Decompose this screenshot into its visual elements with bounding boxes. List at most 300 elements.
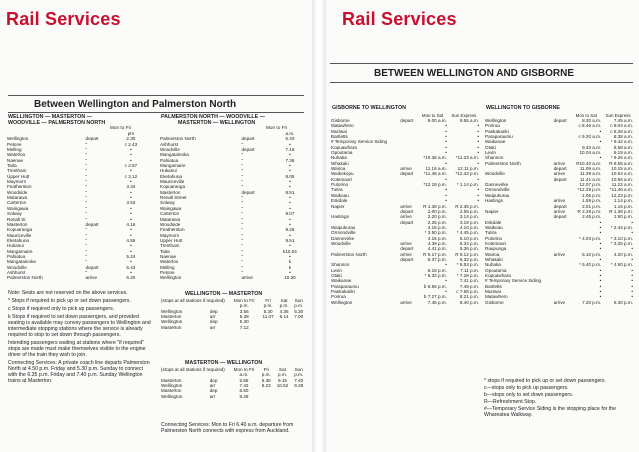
- stop-mark: ": [85, 200, 88, 206]
- departure-time: •: [289, 168, 291, 174]
- mon-sat-time: 3.15 p.m.: [427, 224, 447, 230]
- departure-time: c 3.12: [124, 173, 138, 179]
- stop-mark: ": [241, 163, 244, 169]
- departure-time: 10.52: [276, 383, 289, 389]
- departure-time: •: [289, 179, 291, 185]
- station-name: Waterloo: [160, 259, 179, 265]
- mon-sat-time: 9.43 a.m.: [582, 144, 602, 150]
- stop-mark: ": [241, 200, 244, 206]
- stop-mark: depart: [241, 189, 255, 195]
- station-name: Eskdale: [485, 219, 502, 225]
- departure-time: [259, 394, 274, 399]
- stop-mark: depart: [241, 136, 255, 142]
- stop-mark: arrive: [400, 214, 412, 220]
- departure-time: 8.28: [239, 393, 249, 399]
- column-header: Sun: [294, 367, 303, 372]
- mon-sat-time: 2.00 p.m.: [427, 208, 447, 214]
- brand-title-left: Rail Services: [6, 9, 121, 29]
- sun-express-time: •: [631, 283, 633, 289]
- footnote: #—Temporary Service Siding is the stopping place for the Whareatea Walkway.: [484, 406, 617, 418]
- station-name: Kotemaori: [485, 240, 506, 246]
- station-name: Trentham: [7, 168, 27, 174]
- station-name: Woodville: [331, 240, 351, 246]
- sun-express-time: 6.32 p.m.: [459, 256, 479, 262]
- departure-time: 9.28: [294, 383, 304, 389]
- station-name: Waikokopu: [331, 171, 354, 177]
- divider: [330, 63, 633, 64]
- departure-time: •: [130, 168, 132, 174]
- divider: [8, 112, 304, 113]
- stop-mark: ": [241, 227, 244, 233]
- mon-sat-time: •: [445, 150, 447, 156]
- mon-sat-time: *12.19 p.m.: [423, 182, 447, 188]
- station-name: Wellington: [161, 393, 183, 399]
- departure-time: 7.42: [239, 383, 249, 389]
- station-name: Wellington: [160, 275, 182, 281]
- station-name: Ashhurst: [160, 141, 179, 147]
- mon-sat-time: •: [599, 246, 602, 252]
- station-name: Gisborne: [331, 118, 350, 123]
- departure-time: 8.51: [285, 189, 295, 195]
- sun-express-time: * 2.44 p.m.: [610, 224, 633, 230]
- stop-mark: ": [85, 237, 88, 243]
- departure-time: •: [130, 189, 132, 195]
- stop-mark: ": [85, 259, 88, 265]
- gw-col1: Mon to Sat: [421, 113, 444, 118]
- departure-time: k: [288, 264, 292, 270]
- station-name: Palmerston North: [331, 251, 367, 257]
- sun-express-time: 10.15 a.m.: [611, 166, 633, 172]
- stop-mark: dep: [209, 388, 218, 394]
- departure-time: [259, 325, 277, 330]
- stop-mark: ": [85, 205, 88, 211]
- station-name: Levin: [331, 267, 342, 273]
- station-name: Masterton: [161, 377, 182, 383]
- mon-sat-time: •: [599, 283, 602, 289]
- sun-express-time: •: [477, 139, 479, 145]
- page-title-left: Between Wellington and Palmerston North: [34, 99, 237, 110]
- mon-sat-time: 2.45 p.m.: [582, 214, 602, 220]
- mon-sat-time: 4.41 p.m.: [427, 246, 447, 252]
- stop-mark: ": [241, 152, 244, 158]
- stop-mark: ": [241, 253, 244, 259]
- station-name: Levin: [485, 150, 496, 156]
- departure-time: 5.38: [239, 314, 249, 320]
- station-name: Napier: [331, 203, 345, 209]
- station-name: Eketahuna: [160, 173, 182, 179]
- station-name: Waterloo: [7, 152, 26, 158]
- table-row: [160, 394, 306, 399]
- station-name: Naenae: [160, 253, 177, 259]
- table-row: [330, 300, 480, 305]
- station-name: Featherston: [7, 184, 32, 190]
- mon-sat-time: 7.45 p.m.: [427, 299, 447, 305]
- sun-express-time: * 4.45 p.m.: [456, 230, 479, 236]
- station-name: Maymorn: [160, 232, 180, 238]
- station-name: Solway: [7, 211, 22, 217]
- station-name: Nuhaka: [331, 155, 347, 161]
- stop-mark: ": [85, 157, 88, 163]
- departure-time: 11.07: [262, 314, 274, 320]
- departure-time: •: [289, 232, 291, 238]
- station-name: Waingawa: [7, 205, 29, 211]
- departure-time: 4.16: [126, 221, 136, 227]
- sun-express-time: 8.40 p.m.: [459, 299, 479, 305]
- stop-mark: ": [85, 211, 88, 217]
- stop-mark: ": [241, 269, 244, 275]
- stop-mark: arrive: [553, 208, 566, 214]
- departure-time: p.m.: [278, 372, 287, 378]
- departure-time: •: [289, 141, 291, 147]
- footnote: c—stops only to pick up passengers.: [484, 385, 569, 391]
- sun-express-time: c 8.04 a.m.: [610, 123, 633, 129]
- sun-express-time: •: [477, 150, 479, 156]
- departure-time: 5.55: [239, 377, 249, 383]
- stop-mark: arrive: [553, 299, 566, 305]
- station-name: Palmerston North: [7, 275, 43, 281]
- stop-mark: depart: [85, 136, 99, 142]
- sun-express-time: R 2.35 p.m.: [455, 203, 479, 209]
- departure-time: 5.43: [126, 264, 136, 270]
- departure-time: •: [130, 157, 132, 163]
- wm-header: WELLINGTON — MASTERTON: [185, 291, 263, 297]
- mon-sat-time: 6.16 p.m.: [427, 267, 447, 273]
- station-name: Hukanui: [160, 168, 177, 174]
- station-name: Mauriceville: [7, 232, 32, 238]
- mon-sat-time: •: [599, 240, 602, 246]
- sun-express-time: 10.56 a.m.: [611, 176, 633, 182]
- sun-express-time: 1.16 p.m.: [613, 203, 633, 209]
- stop-mark: ": [85, 227, 88, 233]
- departure-time: •: [130, 248, 132, 254]
- station-name: Muriwai: [331, 128, 347, 134]
- mon-sat-time: •: [445, 192, 447, 198]
- mon-sat-time: •: [445, 123, 447, 129]
- station-name: Solway: [160, 200, 175, 206]
- departure-time: c 2.57: [124, 163, 138, 169]
- stop-mark: depart: [553, 176, 567, 182]
- divider: [8, 95, 304, 96]
- station-name: Porirua: [485, 123, 500, 129]
- pw-header-line1: PALMERSTON NORTH — WOODVILLE —: [161, 114, 265, 120]
- station-name: Paekakariki: [331, 289, 355, 294]
- sun-express-time: 5.10 p.m.: [459, 235, 479, 241]
- station-name: Mangamaire: [160, 163, 186, 169]
- station-name: Masterton: [7, 221, 28, 227]
- stop-mark: ": [241, 243, 244, 249]
- stop-mark: ": [85, 173, 88, 179]
- departure-time: 6.50: [239, 388, 249, 394]
- mon-sat-time: •: [599, 230, 602, 236]
- mon-sat-time: 1.06 p.m.: [582, 192, 602, 198]
- stop-mark: ": [241, 221, 244, 227]
- stop-mark: ": [241, 232, 244, 238]
- station-name: Wellington: [161, 319, 183, 325]
- column-header: Sat: [280, 298, 288, 303]
- wg-header: WELLINGTON TO GISBORNE: [486, 105, 560, 111]
- sun-express-time: •: [477, 123, 479, 129]
- gw-timetable: [330, 113, 480, 305]
- mon-sat-time: •: [599, 294, 602, 300]
- station-name: Woodside: [7, 189, 28, 195]
- station-name: Tutira: [485, 230, 497, 236]
- departure-time: •: [289, 205, 291, 211]
- station-name: Bartletts: [331, 134, 348, 140]
- stop-mark: depart: [241, 147, 255, 153]
- mon-sat-time: •: [599, 272, 602, 278]
- mon-sat-time: *11.48 a.m.: [423, 171, 447, 177]
- stop-mark: ": [85, 253, 88, 259]
- station-name: Eketahuna: [7, 237, 29, 243]
- station-name: Masterton: [161, 388, 182, 394]
- column-header: Sun: [294, 298, 303, 303]
- mon-sat-time: b 7.27 p.m.: [423, 294, 447, 300]
- departure-time: •: [130, 227, 132, 233]
- sun-express-time: 8.58 a.m.: [613, 144, 633, 150]
- table-row: [160, 325, 306, 330]
- pw-col-header: Mon to Fri: [266, 125, 288, 130]
- station-name: Palmerston North: [485, 160, 521, 166]
- sun-express-time: •: [477, 144, 479, 150]
- mon-sat-time: * 5.40 p.m.: [579, 262, 602, 268]
- sun-express-time: R 6.12 p.m.: [455, 251, 479, 257]
- departure-time: •: [289, 253, 291, 259]
- station-name: Tutira: [331, 187, 343, 193]
- page-title-right: BETWEEN WELLINGTON AND GISBORNE: [374, 68, 574, 79]
- station-name: Gisborne: [485, 299, 504, 305]
- mon-sat-time: •: [445, 144, 447, 150]
- stop-mark: ": [241, 248, 244, 254]
- departure-time: •: [130, 205, 132, 211]
- stop-mark: arr: [209, 393, 216, 399]
- departure-time: 6.40: [285, 136, 295, 142]
- stop-mark: depart: [400, 208, 414, 214]
- departure-time: •: [289, 216, 291, 222]
- sun-express-time: 1.14 p.m.: [613, 198, 633, 204]
- stop-mark: ": [85, 269, 88, 275]
- station-name: Kopuaranga: [160, 184, 186, 190]
- sun-express-time: 7.45 a.m.: [613, 118, 633, 123]
- sun-express-time: 12.23 p.m.: [611, 192, 633, 198]
- stop-mark: ": [241, 173, 244, 179]
- sun-express-time: 1.50 p.m.: [613, 214, 633, 220]
- departure-time: p.m.: [261, 372, 271, 378]
- station-name: Upper Hutt: [160, 237, 183, 243]
- sun-express-time: 2.55 p.m.: [459, 208, 479, 214]
- departure-time: •: [130, 147, 132, 153]
- station-name: Matarawa: [160, 216, 181, 222]
- station-name: Waikanae: [331, 278, 352, 284]
- sun-express-time: 4.20 p.m.: [613, 251, 633, 257]
- departure-time: •: [289, 195, 291, 201]
- footnote: b—stops only to set down passengers.: [484, 392, 574, 398]
- station-name: Woodville: [160, 147, 180, 153]
- station-name: Matawhero: [485, 294, 508, 300]
- stop-mark: depart: [400, 171, 414, 177]
- stop-mark: ": [241, 205, 244, 211]
- stop-mark: arrive: [553, 251, 566, 257]
- stop-mark: ": [85, 248, 88, 254]
- sun-express-time: •: [631, 289, 633, 294]
- sun-express-time: •: [477, 134, 479, 140]
- departure-time: •: [289, 184, 291, 190]
- stop-mark: ": [85, 141, 88, 147]
- sun-express-time: 4.10 p.m.: [459, 224, 479, 230]
- stop-mark: depart: [553, 118, 567, 123]
- column-header: Fri: [265, 298, 271, 303]
- stop-mark: arrive: [400, 203, 412, 209]
- departure-time: 5.30: [294, 308, 304, 314]
- stop-mark: arrive: [85, 275, 98, 281]
- stop-mark: ": [85, 163, 88, 169]
- mon-sat-time: *10.38 a.m.: [423, 155, 447, 161]
- departure-time: •: [130, 232, 132, 238]
- mon-sat-time: •: [445, 278, 447, 284]
- wm-timetable: [160, 298, 306, 330]
- station-name: Wellington: [161, 308, 183, 314]
- sun-express-time: •: [477, 160, 479, 166]
- station-name: Upper Hutt: [7, 173, 30, 179]
- station-name: Pahiatua: [160, 157, 179, 163]
- station-name: Wellington: [7, 136, 29, 142]
- stop-mark: ": [241, 211, 244, 217]
- station-name: Wairoa: [331, 166, 346, 172]
- stop-mark: ": [241, 264, 244, 270]
- departure-time: 9.26: [285, 227, 295, 233]
- stop-mark: ": [85, 147, 88, 153]
- departure-time: 9.07: [285, 211, 295, 217]
- sun-express-time: 9.55 a.m.: [459, 118, 479, 123]
- mon-sat-time: 10.04 a.m.: [579, 150, 602, 156]
- station-name: Taita: [7, 163, 17, 169]
- station-name: Mangamaire: [7, 248, 33, 254]
- mon-sat-time: R10.40 a.m.: [576, 160, 602, 166]
- station-name: Dannevirke: [331, 235, 355, 241]
- sun-express-time: •: [631, 267, 633, 273]
- station-name: Eskdale: [331, 198, 348, 204]
- departure-time: 6.20: [126, 275, 136, 281]
- note-paragraph: k Stops if required to set down passengers, and provided seating is available may convey passengers to Wellington and intermediate stopping stations where the service is already required to stop to set down through passengers.: [8, 314, 151, 338]
- sun-express-time: c 7.58 p.m.: [456, 289, 479, 294]
- station-name: Matarawa: [7, 195, 28, 201]
- station-name: Hastings: [331, 214, 349, 220]
- station-name: Waikanae: [485, 139, 506, 145]
- station-name: Petone: [7, 141, 22, 147]
- departure-time: 7.00: [294, 314, 304, 320]
- stop-mark: depart: [400, 246, 414, 252]
- mon-sat-time: 7.20 p.m.: [582, 299, 602, 305]
- station-name: Trentham: [160, 243, 180, 249]
- mon-sat-time: 2.25 p.m.: [427, 219, 447, 225]
- column-header: Mon to Fri: [233, 298, 255, 303]
- stop-mark: depart: [553, 214, 567, 220]
- departure-time: •: [130, 243, 132, 249]
- wp-timetable: [6, 131, 146, 281]
- table-row: [159, 275, 307, 280]
- station-name: Ashhurst: [7, 269, 26, 275]
- station-name: Shannon: [331, 262, 350, 268]
- sun-express-time: * 6.53 p.m.: [456, 262, 479, 268]
- departure-time: k10.04: [283, 248, 297, 254]
- connecting-services-note: Connecting Services: Mon to Fri 6.40 a.m. departure from Palmerston North connects with express from Auckland.: [161, 422, 294, 434]
- stop-mark: ": [85, 216, 88, 222]
- mon-sat-time: 1.59 p.m.: [582, 198, 602, 204]
- departure-time: •: [130, 195, 132, 201]
- station-name: Hastings: [485, 198, 503, 204]
- departure-time: 3.56: [239, 308, 249, 314]
- mon-sat-time: 4.39 p.m.: [427, 240, 447, 246]
- mon-sat-time: •: [445, 187, 447, 193]
- sun-express-time: 7.49 p.m.: [459, 283, 479, 289]
- wp-header-line2: WOODVILLE — PALMERSTON NORTH: [8, 120, 106, 126]
- mon-sat-time: 5.37 p.m.: [427, 256, 447, 262]
- departure-time: p.m.: [294, 372, 304, 378]
- sun-express-time: * 4.50 p.m.: [610, 262, 633, 268]
- station-name: Waikoau: [331, 192, 349, 198]
- sun-express-time: *11.33 a.m.: [455, 155, 479, 161]
- mon-sat-time: *12.29 p.m.: [577, 187, 602, 193]
- mon-sat-time: * 6.33 p.m.: [424, 272, 447, 278]
- departure-time: 6.35: [261, 377, 271, 383]
- left-page: [0, 0, 312, 452]
- station-name: Raupunga: [485, 246, 507, 252]
- time-unit: a.m.: [285, 131, 295, 136]
- stop-mark: arrive: [400, 240, 412, 246]
- station-name: Petone: [160, 269, 175, 275]
- station-name: Mangatainoka: [7, 259, 36, 265]
- mon-sat-time: •: [599, 267, 602, 273]
- departure-time: 10.30: [284, 275, 296, 281]
- sun-express-time: 7.41 p.m.: [459, 278, 479, 284]
- sun-express-time: •: [631, 278, 633, 284]
- station-name: Wellington: [161, 383, 183, 389]
- mon-sat-time: R 2.28 p.m.: [577, 208, 602, 214]
- wg-timetable: [484, 113, 634, 305]
- station-name: Wellington: [485, 118, 507, 123]
- sun-express-time: 11.22 a.m.: [611, 182, 633, 188]
- mon-sat-time: c 8.46 a.m.: [578, 123, 602, 129]
- departure-time: •: [289, 200, 291, 206]
- station-name: Putorino: [485, 235, 503, 241]
- station-name: Pahiatua: [7, 253, 26, 259]
- mon-sat-time: •: [599, 155, 602, 161]
- stop-mark: arrive: [400, 299, 412, 305]
- sun-express-time: c 8.26 a.m.: [610, 128, 633, 134]
- time-unit: pm: [127, 131, 135, 136]
- stop-mark: dep: [209, 319, 218, 325]
- departure-time: 7.16: [285, 147, 295, 153]
- station-name: Putorino: [331, 182, 349, 188]
- departure-time: 7.36: [285, 157, 295, 163]
- station-name: Paekakariki: [485, 128, 509, 134]
- column-header: Sat: [279, 367, 286, 372]
- sun-express-time: 5.34 p.m.: [459, 240, 479, 246]
- stop-mark: ": [241, 179, 244, 185]
- station-name: Masterton: [161, 314, 182, 320]
- station-name: Melling: [160, 264, 175, 270]
- departure-time: p.m.: [263, 303, 273, 309]
- stop-mark: dep: [209, 308, 218, 314]
- mon-sat-time: 4.15 p.m.: [427, 235, 447, 241]
- departure-time: 5.30: [263, 308, 273, 314]
- station-name: Porirua: [331, 294, 346, 300]
- stop-mark: ": [241, 237, 244, 243]
- sun-express-time: •: [477, 198, 479, 204]
- station-name: Waikoau: [485, 224, 503, 230]
- mon-sat-time: 12.07 p.m.: [579, 182, 602, 188]
- station-name: Palmerston North: [160, 136, 196, 142]
- table-row: [484, 300, 634, 305]
